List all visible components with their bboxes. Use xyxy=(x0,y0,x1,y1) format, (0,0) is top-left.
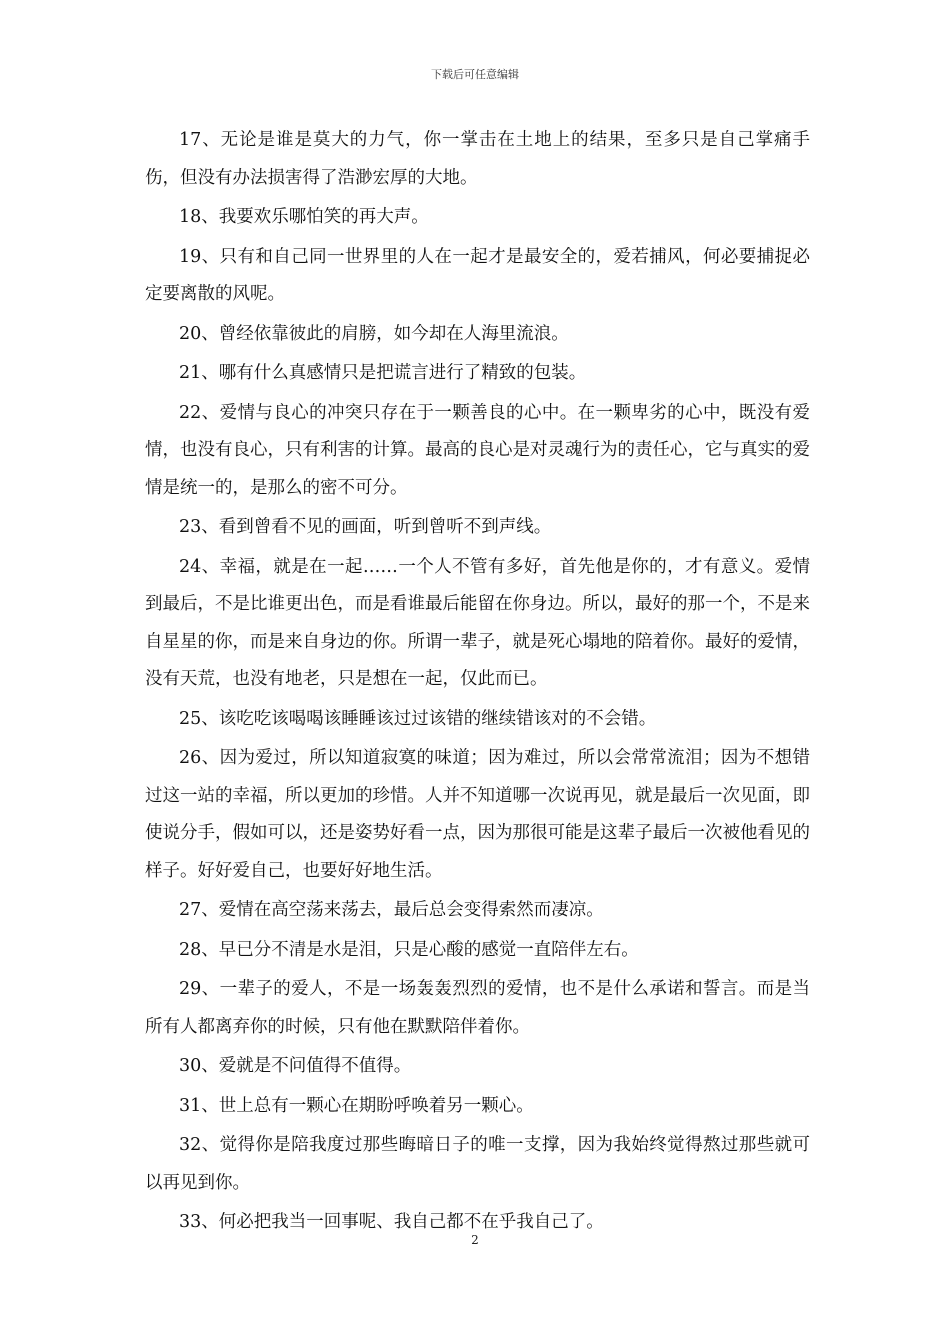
page-header: 下载后可任意编辑 xyxy=(431,68,519,81)
paragraph-24: 24、幸福，就是在一起……一个人不管有多好，首先他是你的，才有意义。爱情到最后，不是比谁更出色，而是看谁最后能留在你身边。所以，最好的那一个，不是来自星星的你，而是来自身边的你。所谓一辈子，就是死心塌地的陪着你。最好的爱情，没有天荒，也没有地老，只是想在一起，仅此而已。 xyxy=(145,556,810,689)
page-number: 2 xyxy=(471,1233,479,1247)
paragraph-21: 21、哪有什么真感情只是把谎言进行了精致的包装。 xyxy=(179,363,587,383)
paragraph-20: 20、曾经依靠彼此的肩膀，如今却在人海里流浪。 xyxy=(179,323,569,344)
paragraph-31: 31、世上总有一颗心在期盼呼唤着另一颗心。 xyxy=(179,1095,534,1116)
paragraph-25: 25、该吃吃该喝喝该睡睡该过过该错的继续错该对的不会错。 xyxy=(179,708,657,729)
document-body xyxy=(145,122,810,1244)
paragraph-29: 29、一辈子的爱人，不是一场轰轰烈烈的爱情，也不是什么承诺和誓言。而是当所有人都离弃你的时候，只有他在默默陪伴着你。 xyxy=(145,979,810,1037)
paragraph-18: 18、我要欢乐哪怕笑的再大声。 xyxy=(179,207,429,227)
paragraph-28: 28、早已分不清是水是泪，只是心酸的感觉一直陪伴左右。 xyxy=(179,939,639,960)
paragraph-30: 30、爱就是不问值得不值得。 xyxy=(179,1056,412,1076)
paragraph-26: 26、因为爱过，所以知道寂寞的味道；因为难过，所以会常常流泪；因为不想错过这一站的幸福，所以更加的珍惜。人并不知道哪一次说再见，就是最后一次见面，即使说分手，假如可以，还是姿势好看一点，因为那很可能是这辈子最后一次被他看见的样子。好好爱自己，也要好好地生活。 xyxy=(145,748,810,881)
paragraph-19: 19、只有和自己同一世界里的人在一起才是最安全的，爱若捕风，何必要捕捉必定要离散的风呢。 xyxy=(145,246,810,304)
paragraph-22: 22、爱情与良心的冲突只存在于一颗善良的心中。在一颗卑劣的心中，既没有爱情，也没有良心，只有利害的计算。最高的良心是对灵魂行为的责任心，它与真实的爱情是统一的，是那么的密不可分。 xyxy=(145,402,810,498)
paragraph-32: 32、觉得你是陪我度过那些晦暗日子的唯一支撑，因为我始终觉得熬过那些就可以再见到你。 xyxy=(145,1135,810,1193)
paragraph-33: 33、何必把我当一回事呢、我自己都不在乎我自己了。 xyxy=(179,1212,604,1232)
paragraph-23: 23、看到曾看不见的画面，听到曾听不到声线。 xyxy=(179,517,552,537)
paragraph-27: 27、爱情在高空荡来荡去，最后总会变得索然而凄凉。 xyxy=(179,900,604,920)
paragraph-17: 17、无论是谁是莫大的力气，你一掌击在土地上的结果，至多只是自己掌痛手伤，但没有办法损害得了浩渺宏厚的大地。 xyxy=(145,130,810,188)
